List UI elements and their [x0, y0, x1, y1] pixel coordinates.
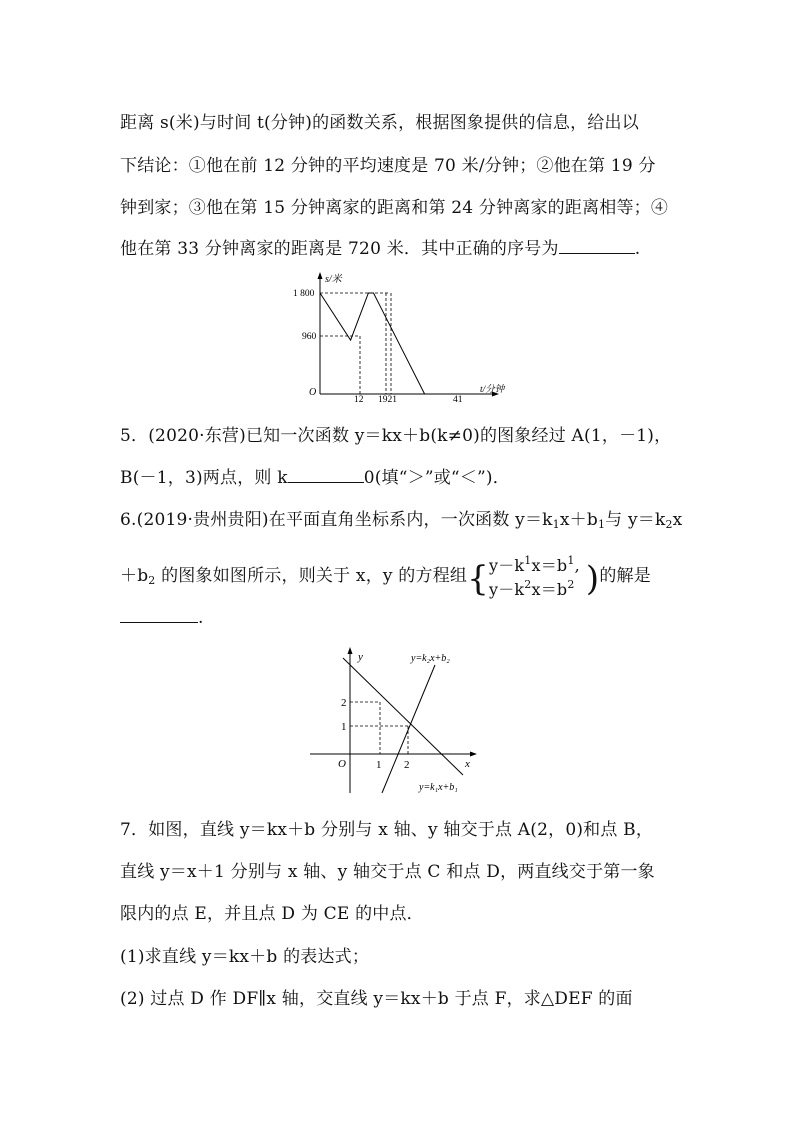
sub-1: 1: [552, 518, 560, 531]
sub-3: 2: [665, 518, 673, 531]
problem7-line2: 直线 y＝x＋1 分别与 x 轴、y 轴交于点 C 和点 D，两直线交于第一象: [120, 862, 655, 882]
problem4-line1: 距离 s(米)与时间 t(分钟)的函数关系，根据图象提供的信息，给出以: [120, 113, 639, 133]
y-axis-label: y: [358, 651, 363, 663]
x-tick-12: 12: [354, 395, 364, 403]
problem6-text-a: 6.(2019·贵州贵阳)在平面直角坐标系内，一次函数 y＝k: [120, 510, 553, 530]
problem6-line2-end: 的解是: [599, 566, 651, 586]
problem6-text-b: x＋b: [559, 510, 598, 530]
problem7-line3: 限内的点 E，并且点 D 为 CE 的中点．: [120, 904, 424, 924]
y-axis-label: s/米: [325, 274, 342, 285]
equation-system: [489, 551, 580, 599]
problem4-line2: 下结论：①他在前 12 分钟的平均速度是 70 米/分钟；②他在第 19 分: [120, 156, 656, 176]
answer-blank-5[interactable]: [288, 468, 364, 483]
y-tick-1: 1: [341, 721, 347, 733]
line-k1: [343, 658, 463, 775]
x-axis-label: x: [465, 758, 470, 770]
x-tick-2: 2: [404, 759, 410, 771]
y-tick-2: 2: [341, 697, 347, 709]
x-axis-label: t/分钟: [480, 385, 505, 395]
x-tick-1: 1: [376, 759, 382, 771]
problem7-line4: (1)求直线 y＝kx＋b 的表达式；: [120, 947, 370, 967]
origin-label: O: [309, 387, 317, 398]
answer-blank-6[interactable]: [120, 608, 198, 623]
problem6-line2-a: ＋b: [120, 566, 149, 586]
line-label-k2: y=k₂x+b₂: [411, 653, 450, 664]
problem5-line1: 5．(2020·东营)已知一次函数 y＝kx＋b(k≠0)的图象经过 A(1，－1)，: [120, 426, 672, 446]
sub-4: 2: [148, 574, 156, 587]
answer-blank-4[interactable]: [559, 239, 635, 254]
problem4-line3: 钟到家；③他在第 15 分钟离家的距离和第 24 分钟离家的距离相等；④: [120, 198, 669, 218]
left-brace-icon: {: [467, 559, 489, 599]
problem6-text-d: x: [672, 510, 683, 530]
distance-line: [320, 293, 425, 394]
linear-functions-graph: [305, 643, 480, 798]
problem5-line2-b: 0(填“＞”或“＜”)．: [363, 468, 510, 488]
sub-2: 1: [597, 518, 606, 531]
problem6-line1: [120, 505, 682, 531]
x-tick-41: 41: [453, 395, 463, 403]
x-tick-1921: 1921: [378, 395, 397, 403]
problem6-line2-b: 的图象如图所示，则关于 x，y 的方程组: [155, 566, 468, 586]
problem6-text-c: 与 y＝k: [605, 510, 666, 530]
y-axis-arrow-icon: [318, 272, 323, 279]
right-paren-icon: ): [585, 559, 600, 599]
problem5-line2-a: B(－1，3)两点，则 k: [120, 468, 288, 488]
problem7-line1: 7．如图，直线 y＝kx＋b 分别与 x 轴、y 轴交于点 A(2，0)和点 B，: [120, 820, 654, 840]
y-tick-1800: 1 800: [293, 289, 315, 299]
problem4-line4-text: 他在第 33 分钟离家的距离是 720 米．其中正确的序号为: [120, 239, 559, 259]
problem4-line4-end: .: [634, 239, 641, 259]
y-axis-arrow-icon: [348, 647, 353, 654]
line-label-k1: y=k₁x+b₁: [419, 782, 458, 793]
problem6-line2: [120, 551, 651, 599]
problem6-line3: [120, 608, 204, 628]
y-tick-960: 960: [302, 332, 317, 342]
origin-label: O: [338, 758, 346, 770]
problem7-line5: (2) 过点 D 作 DF∥x 轴，交直线 y＝kx＋b 于点 F，求△DEF 的面: [120, 989, 633, 1009]
problem4-line4: [120, 234, 640, 259]
problem5-line2: [120, 463, 510, 488]
sys-row-1: $y-k^1x=b^1$,: [488, 554, 580, 575]
line-k2: [382, 665, 435, 793]
problem6-line3-end: .: [198, 608, 204, 628]
distance-time-graph: [290, 268, 510, 403]
x-axis-arrow-icon: [470, 752, 477, 757]
sys-row-2: $y-k^2x=b^2$: [488, 578, 575, 599]
